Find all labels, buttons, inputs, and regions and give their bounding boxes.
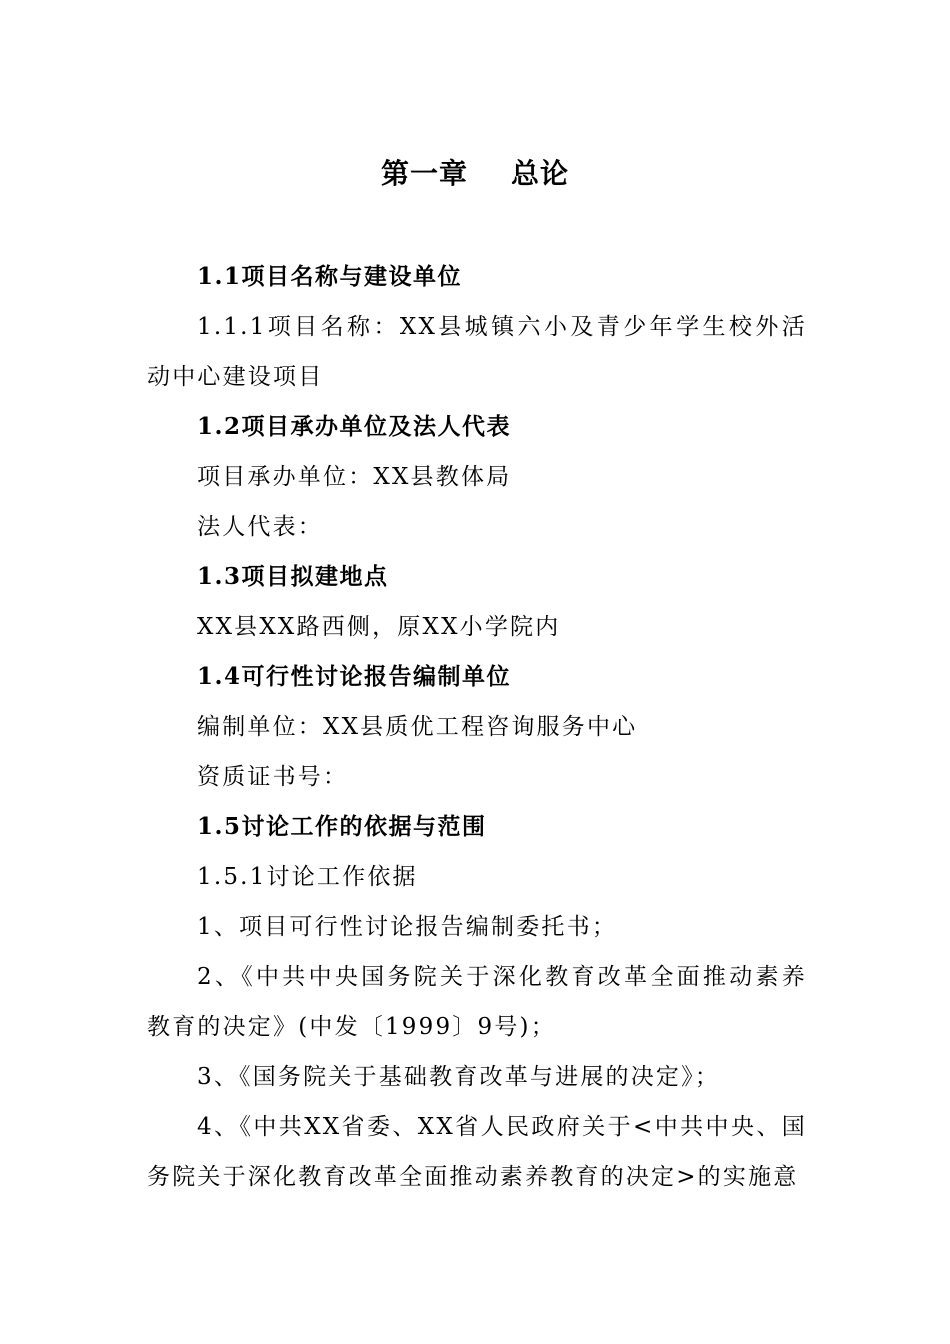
section-heading-1-4: 1.4可行性讨论报告编制单位 [197, 663, 512, 690]
document-body [147, 252, 807, 1202]
list-item-4: 4、《中共XX省委、XX省人民政府关于<中共中央、国务院关于深化教育改革全面推动素养教育的决定>的实施意 [147, 1114, 807, 1190]
paragraph-location: XX县XX路西侧，原XX小学院内 [197, 614, 561, 640]
section-heading-1-5: 1.5讨论工作的依据与范围 [197, 813, 487, 840]
paragraph-project-name: 1.1.1项目名称：XX县城镇六小及青少年学生校外活动中心建设项目 [147, 314, 807, 390]
list-item-2: 2、《中共中央国务院关于深化教育改革全面推动素养教育的决定》(中发〔1999〕9号)； [147, 964, 807, 1040]
paragraph-legal-rep: 法人代表： [197, 514, 323, 540]
section-heading-1-1: 1.1项目名称与建设单位 [197, 263, 463, 290]
paragraph-organizer: 项目承办单位：XX县教体局 [197, 464, 512, 490]
section-heading-1-3: 1.3项目拟建地点 [197, 563, 389, 590]
paragraph-compiler: 编制单位：XX县质优工程咨询服务中心 [197, 714, 638, 740]
chapter-title: 第一章 总论 [381, 157, 569, 190]
paragraph-1-5-1: 1.5.1讨论工作依据 [197, 864, 418, 890]
section-heading-1-2: 1.2项目承办单位及法人代表 [197, 413, 512, 440]
paragraph-certificate: 资质证书号： [197, 764, 349, 790]
list-item-1: 1、项目可行性讨论报告编制委托书； [197, 914, 618, 940]
list-item-3: 3、《国务院关于基础教育改革与进展的决定》； [197, 1064, 721, 1090]
